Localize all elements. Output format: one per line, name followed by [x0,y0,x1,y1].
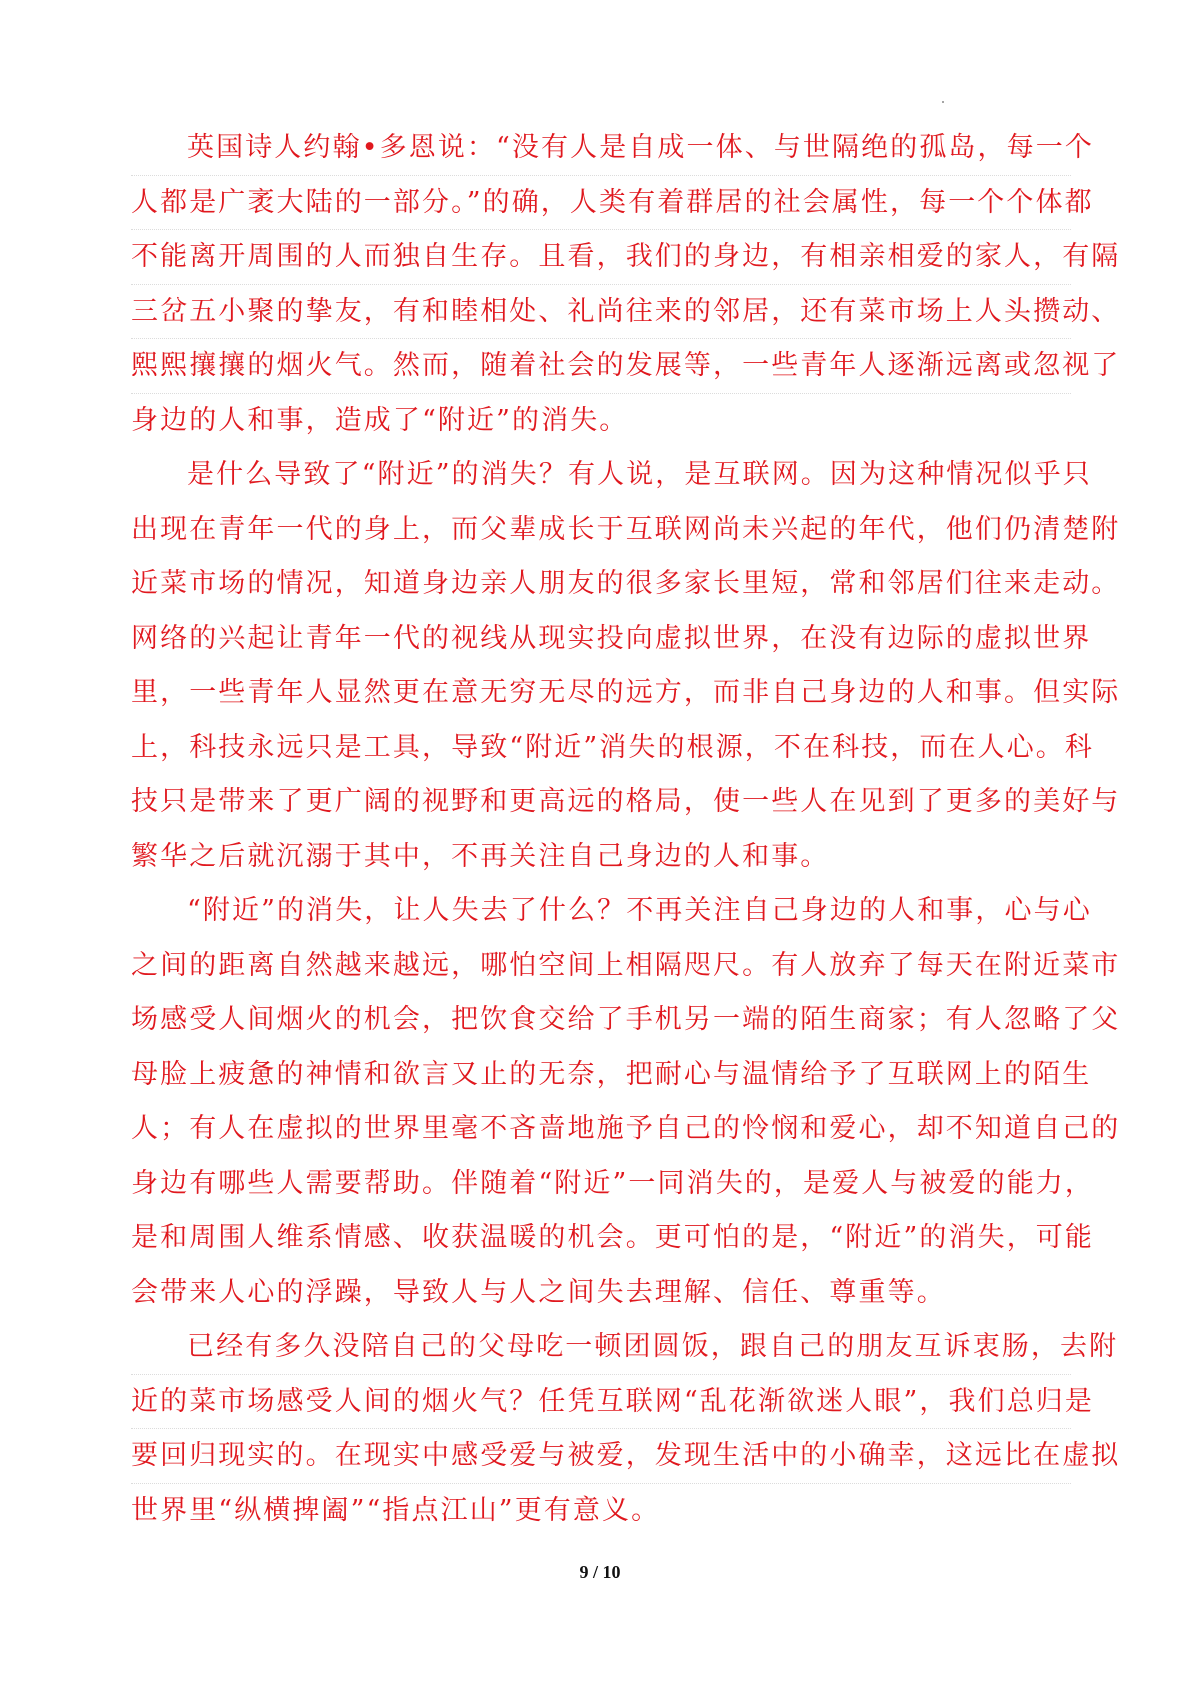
text-line: 已经有多久没陪自己的父母吃一顿团圆饭，跟自己的朋友互诉衷肠，去附 [131,1320,1071,1375]
essay-body [131,121,1121,1538]
text-line: 出现在青年一代的身上，而父辈成长于互联网尚未兴起的年代，他们仍清楚附 [131,513,1121,545]
text-line: 技只是带来了更广阔的视野和更高远的格局，使一些人在见到了更多的美好与 [131,786,1121,817]
text-line: 场感受人间烟火的机会，把饮食交给了手机另一端的陌生商家；有人忽略了父 [131,1004,1121,1035]
text-line: 会带来人心的浮躁，导致人与人之间失去理解、信任、尊重等。 [131,1276,946,1308]
text-line: 人都是广袤大陆的一部分。”的确，人类有着群居的社会属性，每一个个体都 [131,176,1071,231]
text-line: 网络的兴起让青年一代的视线从现实投向虚拟世界，在没有边际的虚拟世界 [131,622,1092,654]
text-line: 里，一些青年人显然更在意无穷无尽的远方，而非自己身边的人和事。但实际 [131,677,1121,708]
paragraph-1 [131,121,1121,448]
page-number: 9 / 10 [579,1562,621,1582]
text-line: 要回归现实的。在现实中感受爱与被爱，发现生活中的小确幸，这远比在虚拟 [131,1429,1071,1484]
text-line: 人；有人在虚拟的世界里毫不吝啬地施予自己的怜悯和爱心，却不知道自己的 [131,1113,1121,1144]
text-line: 是什么导致了“附近”的消失？有人说，是互联网。因为这种情况似乎只 [187,459,1092,490]
text-line: 母脸上疲惫的神情和欲言又止的无奈，把耐心与温情给予了互联网上的陌生 [131,1058,1092,1090]
paragraph-2 [131,448,1121,884]
paragraph-4 [131,1320,1121,1538]
text-line: 繁华之后就沉溺于其中，不再关注自己身边的人和事。 [131,840,830,872]
text-line: 上，科技永远只是工具，导致“附近”消失的根源，不在科技，而在人心。科 [131,731,1095,763]
text-line: 身边有哪些人需要帮助。伴随着“附近”一同消失的，是爱人与被爱的能力， [131,1167,1095,1199]
scan-speck [942,101,944,103]
paragraph-3 [131,884,1121,1320]
text-line: 三岔五小聚的挚友，有和睦相处、礼尚往来的邻居，还有菜市场上人头攒动、 [131,285,1071,340]
text-line: 世界里“纵横捭阖”“指点江山”更有意义。 [131,1494,661,1526]
text-line: 之间的距离自然越来越远，哪怕空间上相隔咫尺。有人放弃了每天在附近菜市 [131,949,1121,981]
text-line: 熙熙攘攘的烟火气。然而，随着社会的发展等，一些青年人逐渐远离或忽视了 [131,339,1071,394]
text-line: 不能离开周围的人而独自生存。且看，我们的身边，有相亲相爱的家人，有隔 [131,230,1071,285]
text-line: 身边的人和事，造成了“附近”的消失。 [131,404,629,436]
text-line: 是和周围人维系情感、收获温暖的机会。更可怕的是，“附近”的消失，可能 [131,1222,1095,1253]
text-line: 近的菜市场感受人间的烟火气？任凭互联网“乱花渐欲迷人眼”，我们总归是 [131,1375,1071,1430]
text-line: 近菜市场的情况，知道身边亲人朋友的很多家长里短，常和邻居们往来走动。 [131,568,1121,599]
text-line: 英国诗人约翰•多恩说：“没有人是自成一体、与世隔绝的孤岛，每一个 [131,121,1071,176]
text-line: “附近”的消失，让人失去了什么？不再关注自己身边的人和事，心与心 [187,895,1092,926]
